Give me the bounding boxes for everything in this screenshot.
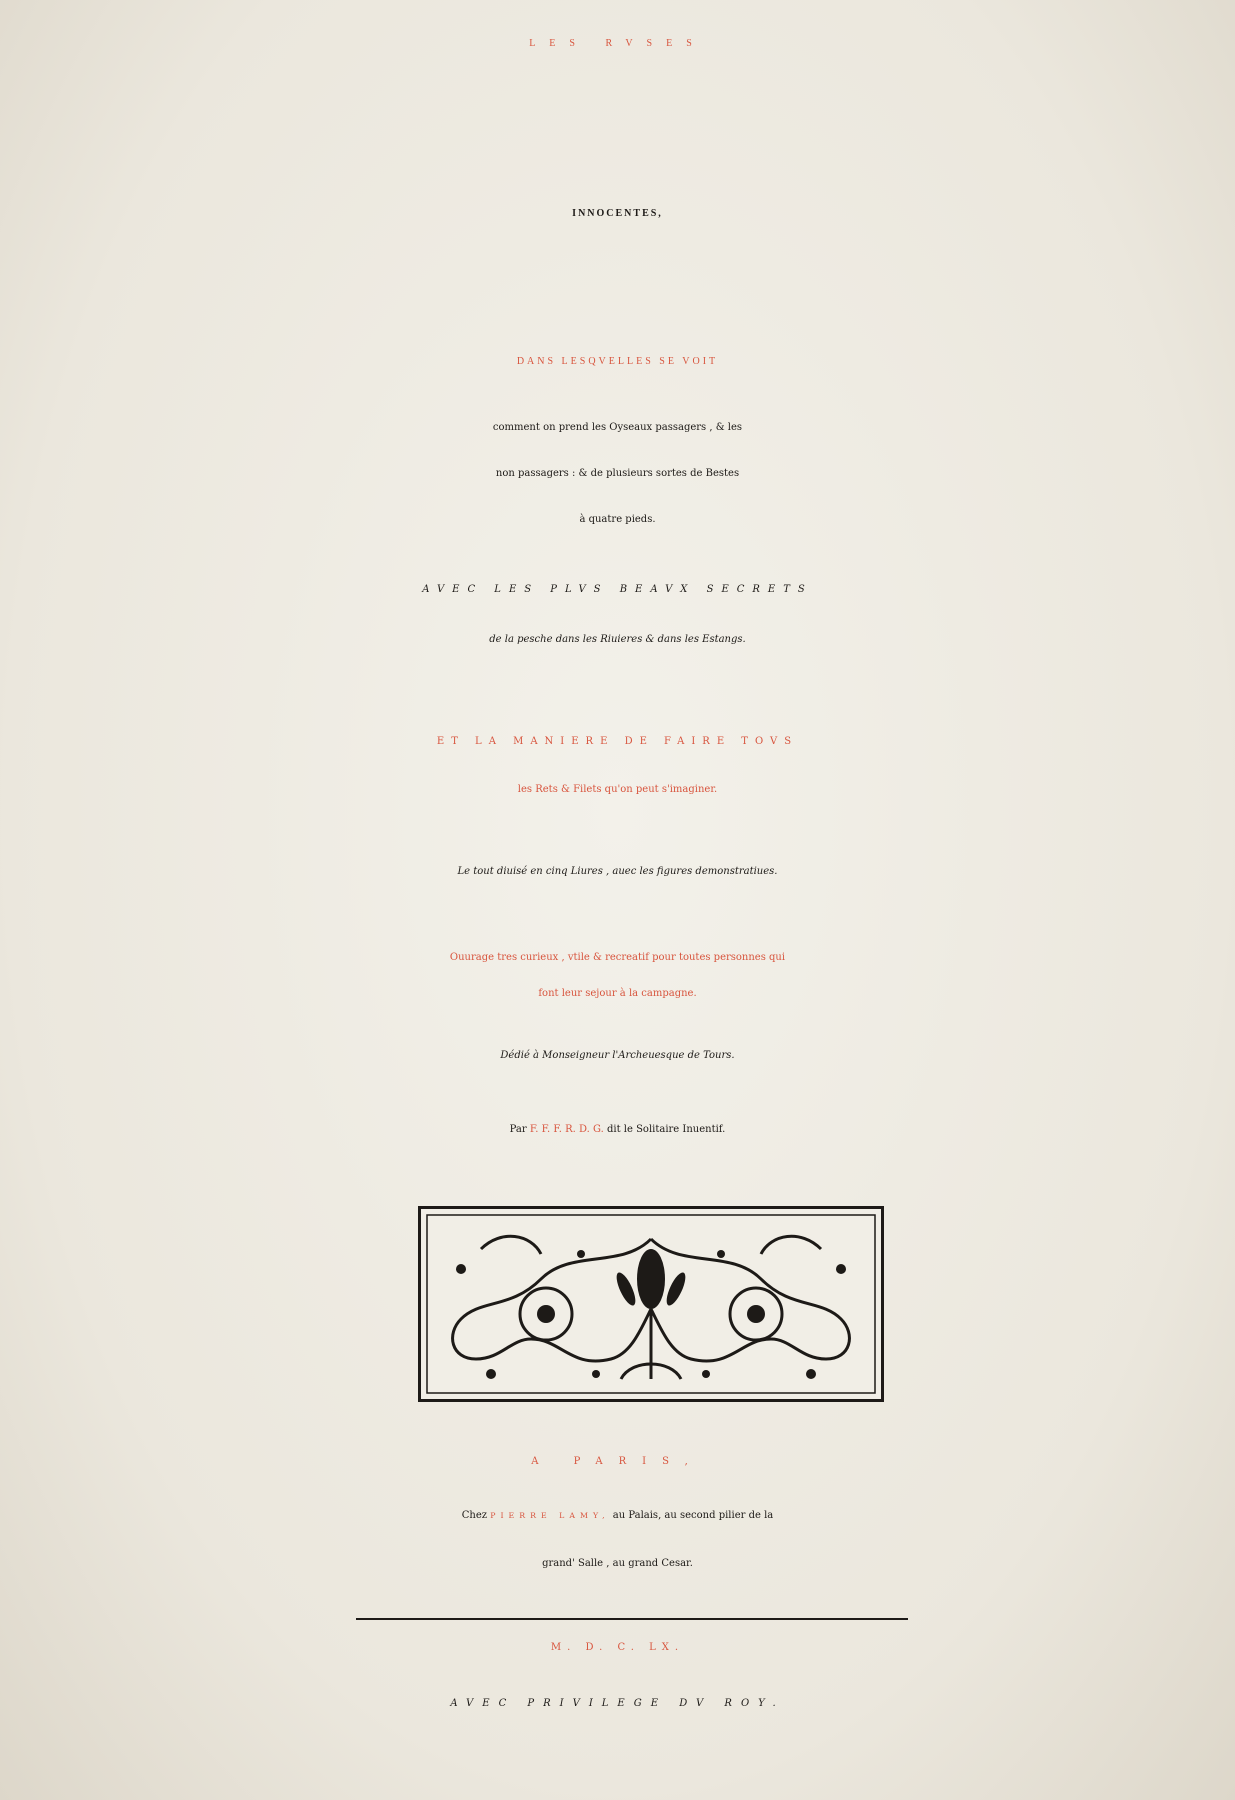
ouvrage-line-2: font leur sejour à la campagne. xyxy=(538,988,697,999)
title-line-2: INNOCENTES, xyxy=(572,208,663,219)
woodcut-ornament xyxy=(418,1206,884,1402)
imprint-city: A PARIS, xyxy=(531,1456,704,1467)
imprint-address-1: au Palais, au second pilier de la xyxy=(612,1510,774,1521)
avec-heading: AVEC LES PLVS BEAVX SECRETS xyxy=(422,584,813,595)
ornament-graphic xyxy=(421,1209,881,1399)
imprint-rule xyxy=(356,1618,908,1620)
avec-subline: de la pesche dans les Riuieres & dans les Estangs. xyxy=(489,634,746,645)
dedication: Dédié à Monseigneur l'Archeuesque de Tours. xyxy=(500,1050,735,1061)
divisions-note: Le tout diuisé en cinq Liures , auec les figures demonstratiues. xyxy=(457,866,778,877)
description-line-2: non passagers : & de plusieurs sortes de Bestes xyxy=(495,468,740,479)
imprint-printer-name: PIERRE LAMY, xyxy=(490,1511,610,1520)
author-par: Par xyxy=(509,1124,527,1135)
imprint-printer-line xyxy=(0,1510,1235,1521)
author-epithet: dit le Solitaire Inuentif. xyxy=(606,1124,726,1135)
description-line-1: comment on prend les Oyseaux passagers , & les xyxy=(492,422,743,433)
maniere-heading: ET LA MANIERE DE FAIRE TOVS xyxy=(436,736,799,747)
imprint-date: M. D. C. LX. xyxy=(550,1642,685,1653)
ouvrage-line-1: Ouurage tres curieux , vtile & recreatif pour toutes personnes qui xyxy=(449,952,786,963)
description-line-3: à quatre pieds. xyxy=(579,514,656,525)
author-initials: F. F. F. R. D. G. xyxy=(529,1124,604,1135)
imprint-chez: Chez xyxy=(461,1510,488,1521)
author-line xyxy=(0,1124,1235,1135)
imprint-address-2: grand' Salle , au grand Cesar. xyxy=(542,1558,693,1569)
imprint-privilege: AVEC PRIVILEGE DV ROY. xyxy=(450,1698,785,1709)
maniere-subline: les Rets & Filets qu'on peut s'imaginer. xyxy=(517,784,718,795)
title-line-1: LES RVSES xyxy=(529,38,706,49)
title-line-3: DANS LESQVELLES SE VOIT xyxy=(516,356,719,367)
